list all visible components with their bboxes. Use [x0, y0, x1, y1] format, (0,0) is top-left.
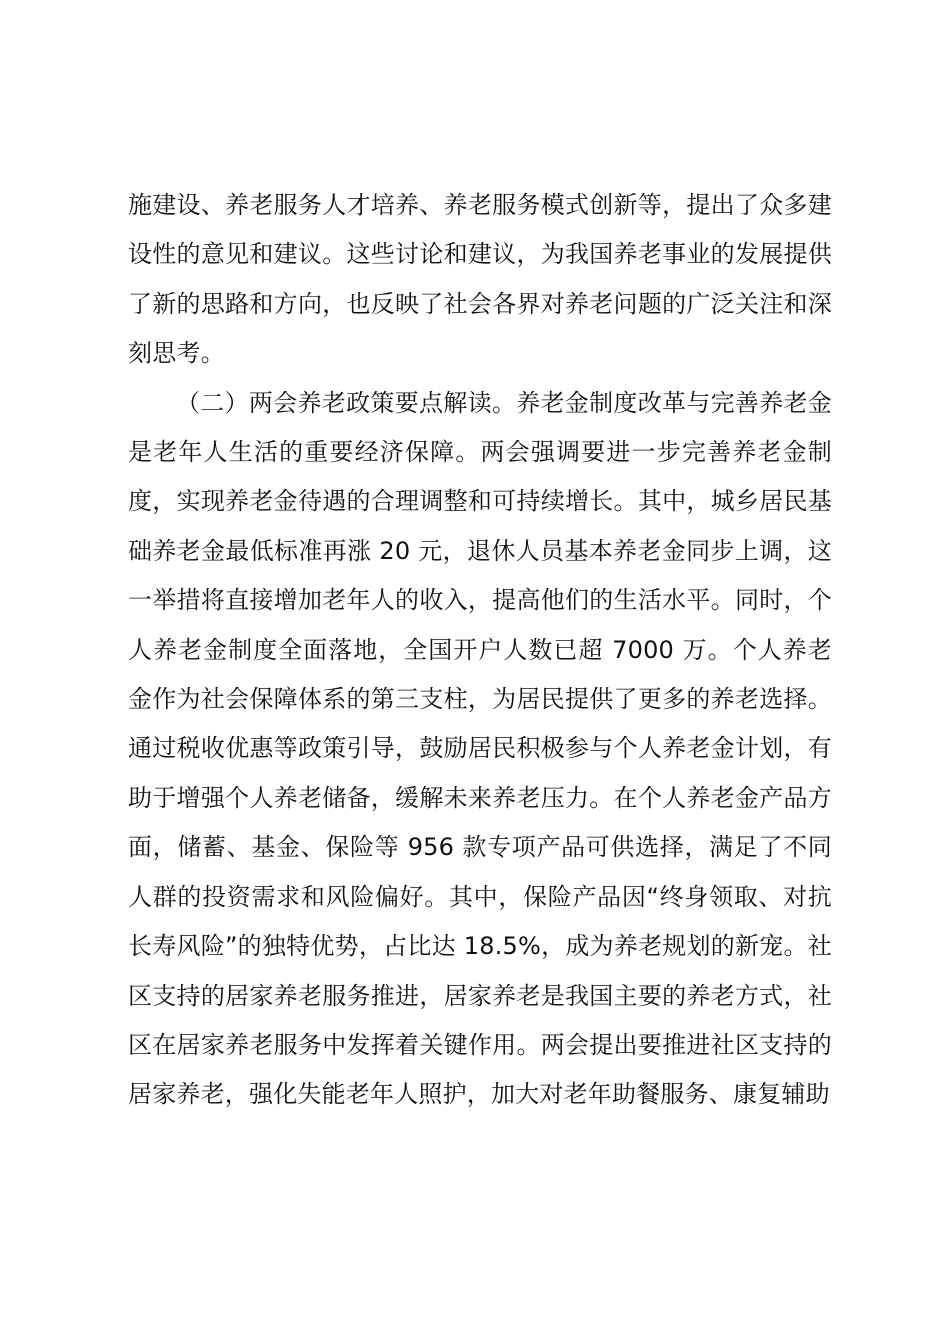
paragraph-continuation: 施建设、养老服务人才培养、养老服务模式创新等，提出了众多建设性的意见和建议。这些讨论和建议，为我国养老事业的发展提供了新的思路和方向，也反映了社会各界对养老问题的广泛关注和深刻思考。 — [128, 191, 832, 368]
paragraph-section-two: （二）两会养老政策要点解读。养老金制度改革与完善养老金是老年人生活的重要经济保障。两会强调要进一步完善养老金制度，实现养老金待遇的合理调整和可持续增长。其中，城乡居民基础养老金最低标准再涨 20 元，退休人员基本养老金同步上调，这一举措将直接增加老年人的收入，提高他们的生活水平。同时，个人养老金制度全面落地，全国开户人数已超 7000 万。个人养老金作为社会保障体系的第三支柱，为居民提供了更多的养老选择。通过税收优惠等政策引导，鼓励居民积极参与个人养老金计划，有助于增强个人养老储备，缓解未来养老压力。在个人养老金产品方面，储蓄、基金、保险等 956 款专项产品可供选择，满足了不同人群的投资需求和风险偏好。其中，保险产品因“终身领取、对抗长寿风险”的独特优势，占比达 18.5%，成为养老规划的新宠。社区支持的居家养老服务推进，居家养老是我国主要的养老方式，社区在居家养老服务中发挥着关键作用。两会提出要推进社区支持的居家养老，强化失能老年人照护，加大对老年助餐服务、康复辅助 — [128, 388, 832, 1109]
document-page — [128, 181, 832, 1120]
